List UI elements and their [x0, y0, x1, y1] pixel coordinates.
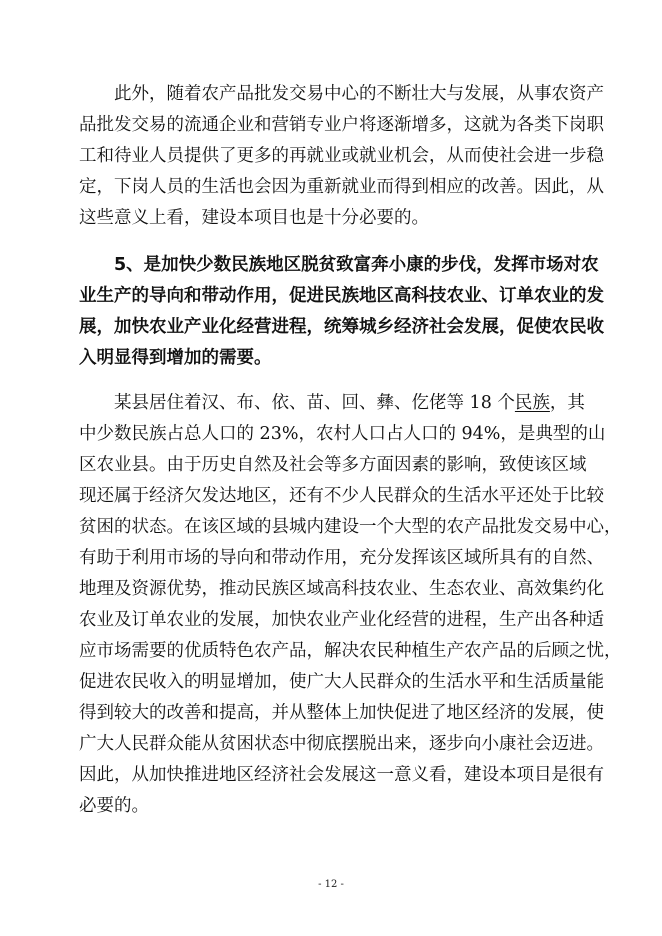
- text-line: 因此，从加快推进地区经济社会发展这一意义看，建设本项目是很有: [79, 765, 604, 785]
- text-line: 现还属于经济欠发达地区，还有不少人民群众的生活水平还处于比较: [79, 486, 604, 506]
- text-line: 这些意义上看，建设本项目也是十分必要的。: [79, 208, 429, 228]
- text-line: 中少数民族占总人口的 23%，农村人口占人口的 94%，是典型的山: [79, 424, 606, 444]
- text-line: 应市场需要的优质特色农产品，解决农民种植生产农产品的后顾之忧，: [79, 641, 622, 661]
- paragraph-county-background: [79, 388, 622, 822]
- text-segment: ，其: [549, 393, 585, 413]
- paragraph-benefits-employment: [79, 79, 604, 234]
- text-line: 区农业县。由于历史自然及社会等多方面因素的影响，致使该区域: [79, 455, 587, 475]
- text-line: 此外，随着农产品批发交易中心的不断壮大与发展，从事农资产: [114, 84, 604, 104]
- heading-line: 5、是加快少数民族地区脱贫致富奔小康的步伐，发挥市场对农: [114, 255, 599, 275]
- text-line: 促进农民收入的明显增加，使广大人民群众的生活水平和生活质量能: [79, 672, 604, 692]
- underlined-word-ethnic-groups: 民族: [514, 393, 550, 413]
- text-line: 品批发交易的流通企业和营销专业户将逐渐增多，这就为各类下岗职: [79, 115, 604, 135]
- text-line: 地理及资源优势，推动民族区域高科技农业、生态农业、高效集约化: [79, 579, 604, 599]
- text-line: 农业及订单农业的发展，加快农业产业化经营的进程，生产出各种适: [79, 610, 604, 630]
- heading-line: 展，加快农业产业化经营进程，统筹城乡经济社会发展，促使农民收: [79, 317, 604, 337]
- text-segment: 某县居住着汉、布、依、苗、回、彝、仡佬等 18 个: [114, 393, 515, 413]
- text-line: 广大人民群众能从贫困状态中彻底摆脱出来，逐步向小康社会迈进。: [79, 734, 604, 754]
- text-line: 工和待业人员提供了更多的再就业或就业机会，从而使社会进一步稳: [79, 146, 604, 166]
- text-line: 贫困的状态。在该区域的县城内建设一个大型的农产品批发交易中心，: [79, 517, 622, 537]
- heading-line: 入明显得到增加的需要。: [79, 348, 272, 368]
- text-line: 得到较大的改善和提高，并从整体上加快促进了地区经济的发展，使: [79, 703, 604, 723]
- text-line: [79, 388, 584, 419]
- heading-line: 业生产的导向和带动作用，促进民族地区高科技农业、订单农业的发: [79, 286, 604, 306]
- page-number: - 12 -: [318, 879, 344, 890]
- text-line: 定，下岗人员的生活也会因为重新就业而得到相应的改善。因此，从: [79, 177, 604, 197]
- text-line: 必要的。: [79, 796, 149, 816]
- text-line: 有助于利用市场的导向和带动作用，充分发挥该区域所具有的自然、: [79, 548, 604, 568]
- section-heading-point-5: [79, 250, 604, 374]
